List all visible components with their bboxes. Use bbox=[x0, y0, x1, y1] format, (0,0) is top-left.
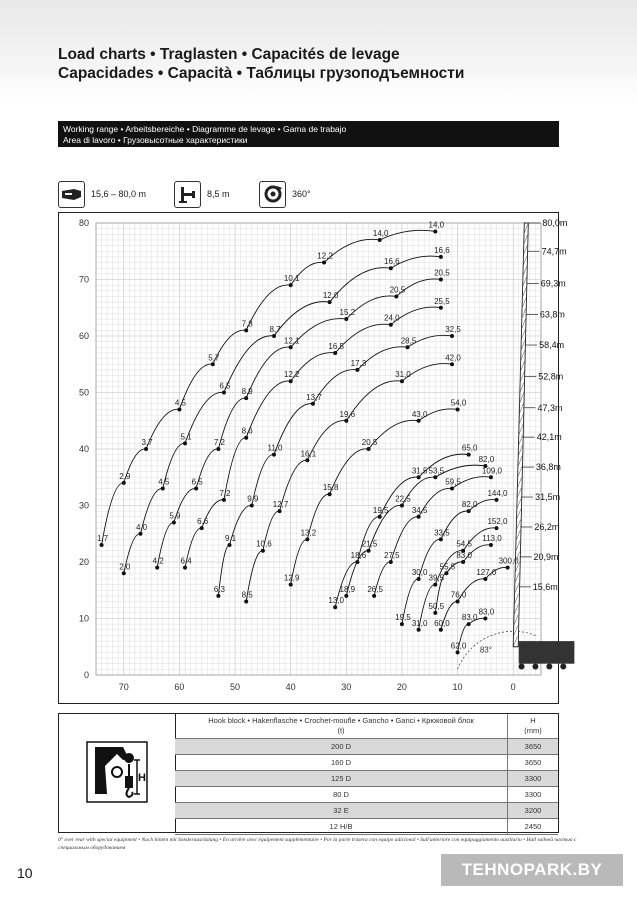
load-label: 12,2 bbox=[317, 251, 333, 261]
table-row bbox=[175, 739, 558, 755]
load-label: 144,0 bbox=[487, 488, 508, 498]
table-header-row bbox=[175, 714, 558, 739]
section-line-2: Area di lavoro • Грузовысотные характеристики bbox=[63, 135, 248, 145]
load-label: 6,6 bbox=[197, 517, 209, 527]
load-point bbox=[228, 543, 232, 547]
header-h-unit: (mm) bbox=[524, 726, 542, 735]
load-label: 82,0 bbox=[461, 500, 478, 510]
row-block: 80 D bbox=[175, 787, 508, 803]
load-label: 83,0 bbox=[461, 613, 478, 623]
load-label: 83,0 bbox=[456, 551, 472, 560]
load-label: 113,0 bbox=[482, 534, 502, 544]
row-h: 3300 bbox=[508, 787, 559, 803]
load-label: 5,7 bbox=[208, 353, 220, 363]
load-point bbox=[378, 515, 382, 519]
load-label: 31,5 bbox=[411, 466, 428, 476]
load-point bbox=[355, 368, 359, 372]
load-label: 6,3 bbox=[213, 584, 225, 594]
load-label: 300,0 bbox=[498, 556, 519, 566]
spec-boom-value: 15,6 – 80,0 m bbox=[91, 189, 147, 199]
svg-text:H: H bbox=[138, 772, 146, 784]
load-label: 16,5 bbox=[328, 341, 344, 351]
boom-length-label: 58,4m bbox=[539, 340, 565, 351]
boom-length-label: 63,8m bbox=[539, 309, 565, 320]
table-row bbox=[175, 819, 558, 835]
boom-length-label: 26,2m bbox=[534, 521, 560, 532]
section-header bbox=[58, 121, 559, 147]
row-h: 3200 bbox=[508, 803, 559, 819]
load-label: 27,5 bbox=[384, 551, 400, 560]
load-label: 19,6 bbox=[339, 409, 356, 419]
load-label: 59,5 bbox=[445, 477, 461, 487]
load-point bbox=[100, 543, 104, 547]
load-label: 21,5 bbox=[361, 539, 378, 549]
load-point bbox=[439, 306, 443, 310]
table-row bbox=[175, 771, 558, 787]
boom-mast bbox=[513, 223, 528, 647]
load-label: 1,7 bbox=[97, 534, 109, 544]
x-tick-label: 10 bbox=[452, 682, 463, 692]
load-point bbox=[200, 526, 204, 530]
load-label: 127,0 bbox=[476, 567, 497, 577]
hook-block-icon-panel bbox=[59, 714, 176, 832]
row-block: 32 E bbox=[175, 803, 508, 819]
load-label: 3,7 bbox=[141, 438, 153, 447]
load-point bbox=[439, 255, 443, 259]
angle-label: 83° bbox=[479, 645, 492, 655]
load-point bbox=[261, 549, 265, 553]
load-point bbox=[278, 509, 282, 513]
load-point bbox=[161, 487, 165, 491]
load-label: 10,1 bbox=[283, 274, 300, 284]
load-point bbox=[272, 453, 276, 457]
load-label: 9,9 bbox=[247, 494, 259, 504]
spec-slew bbox=[259, 180, 311, 208]
boom-length-label: 74,7m bbox=[541, 246, 567, 257]
load-label: 14,0 bbox=[428, 220, 445, 230]
row-h: 3650 bbox=[508, 755, 559, 771]
range-curve bbox=[246, 364, 452, 602]
load-point bbox=[177, 407, 181, 411]
chart-svg bbox=[59, 213, 568, 703]
spec-slew-value: 360° bbox=[292, 189, 311, 199]
y-tick-label: 20 bbox=[78, 557, 89, 567]
load-label: 4,5 bbox=[174, 398, 186, 408]
load-point bbox=[439, 278, 443, 282]
load-label: 4,0 bbox=[135, 522, 148, 532]
spec-boom bbox=[58, 180, 146, 208]
outrigger-base-icon bbox=[174, 181, 201, 208]
load-label: 25,5 bbox=[434, 296, 450, 306]
load-label: 65,0 bbox=[461, 443, 478, 453]
load-point bbox=[489, 475, 493, 479]
load-point bbox=[378, 238, 382, 242]
load-label: 8,5 bbox=[241, 590, 253, 600]
range-curve bbox=[124, 256, 441, 573]
load-point bbox=[456, 600, 460, 604]
load-point bbox=[216, 447, 220, 451]
load-label: 12,1 bbox=[283, 336, 300, 346]
y-tick-label: 30 bbox=[78, 500, 89, 511]
crane-wheel bbox=[560, 664, 566, 670]
load-label: 50,5 bbox=[428, 601, 445, 611]
boom-length-label: 31,5m bbox=[535, 492, 561, 503]
load-point bbox=[417, 419, 421, 423]
load-point bbox=[289, 583, 293, 587]
load-label: 7,2 bbox=[213, 438, 225, 447]
load-point bbox=[417, 577, 421, 581]
boom-length-label: 80,0m bbox=[542, 218, 568, 228]
load-point bbox=[311, 402, 315, 406]
load-label: 2,0 bbox=[119, 562, 131, 572]
load-label: 83,0 bbox=[478, 607, 495, 617]
load-point bbox=[328, 300, 332, 304]
load-label: 76,0 bbox=[450, 590, 467, 600]
load-label: 8,6 bbox=[241, 426, 253, 436]
load-point bbox=[344, 594, 348, 598]
load-label: 60,0 bbox=[434, 618, 450, 628]
load-point bbox=[394, 294, 398, 298]
load-point bbox=[461, 560, 465, 564]
load-point bbox=[289, 345, 293, 349]
load-label: 26,5 bbox=[367, 584, 383, 594]
load-label: 8,9 bbox=[241, 387, 253, 397]
load-label: 15,2 bbox=[339, 308, 356, 318]
load-label: 54,0 bbox=[450, 398, 467, 408]
title-line-1: Load charts • Traglasten • Capacités de levage bbox=[58, 46, 400, 63]
load-label: 6,5 bbox=[191, 477, 203, 487]
load-point bbox=[433, 475, 437, 479]
boom-length-label: 42,1m bbox=[536, 432, 562, 443]
load-point bbox=[444, 571, 448, 575]
header-block-label: Hook block • Hakenflasche • Crochet-moufle • Gancho • Ganci • Крюковой блок bbox=[208, 716, 474, 725]
load-point bbox=[139, 532, 143, 536]
x-tick-label: 20 bbox=[396, 682, 407, 692]
load-point bbox=[344, 419, 348, 423]
telescopic-boom-icon bbox=[58, 181, 85, 208]
hook-block-icon bbox=[59, 714, 175, 832]
header-block-unit: (t) bbox=[337, 726, 345, 735]
load-label: 33,5 bbox=[434, 528, 450, 538]
load-label: 39,5 bbox=[428, 573, 445, 583]
hook-block-table bbox=[58, 713, 559, 833]
load-point bbox=[372, 594, 376, 598]
y-tick-label: 0 bbox=[83, 670, 89, 680]
load-point bbox=[244, 600, 248, 604]
load-point bbox=[333, 351, 337, 355]
load-label: 16,1 bbox=[300, 449, 317, 459]
load-label: 43,0 bbox=[411, 409, 428, 419]
load-label: 42,0 bbox=[445, 353, 461, 363]
load-point bbox=[389, 323, 393, 327]
boom-length-label: 47,3m bbox=[537, 402, 563, 413]
load-label: 2,9 bbox=[119, 471, 131, 481]
load-point bbox=[450, 487, 454, 491]
load-point bbox=[483, 577, 487, 581]
load-label: 54,5 bbox=[456, 539, 472, 549]
load-label: 5,9 bbox=[169, 511, 181, 521]
load-label: 10,6 bbox=[256, 539, 272, 549]
load-label: 31,0 bbox=[395, 370, 411, 380]
load-point bbox=[367, 447, 371, 451]
page-number: 10 bbox=[17, 865, 33, 881]
row-block: 200 D bbox=[175, 739, 508, 755]
page-title bbox=[58, 45, 464, 83]
y-tick-label: 60 bbox=[78, 331, 89, 341]
row-h: 3650 bbox=[508, 739, 559, 755]
load-point bbox=[172, 520, 176, 524]
load-label: 53,5 bbox=[428, 466, 445, 476]
load-point bbox=[322, 261, 326, 265]
load-point bbox=[144, 447, 148, 451]
load-label: 22,5 bbox=[395, 494, 411, 504]
load-label: 13,2 bbox=[300, 528, 317, 538]
load-point bbox=[183, 566, 187, 570]
load-point bbox=[289, 283, 293, 287]
load-label: 20,5 bbox=[361, 438, 378, 447]
load-label: 18,6 bbox=[350, 551, 367, 560]
load-point bbox=[244, 328, 248, 332]
load-point bbox=[483, 617, 487, 621]
load-label: 12,9 bbox=[283, 573, 300, 583]
load-point bbox=[194, 487, 198, 491]
load-label: 11,0 bbox=[267, 443, 283, 453]
load-point bbox=[439, 628, 443, 632]
load-label: 20,5 bbox=[389, 285, 406, 295]
load-point bbox=[417, 515, 421, 519]
slewing-icon bbox=[259, 181, 286, 208]
load-label: 6,5 bbox=[219, 381, 231, 391]
load-point bbox=[495, 498, 499, 502]
load-label: 32,5 bbox=[445, 325, 461, 334]
crane-carrier bbox=[519, 641, 575, 664]
load-point bbox=[433, 611, 437, 615]
load-label: 6,4 bbox=[180, 556, 192, 566]
y-tick-label: 40 bbox=[78, 444, 89, 454]
load-label: 12,0 bbox=[322, 291, 339, 301]
table-row bbox=[175, 803, 558, 819]
load-label: 13,7 bbox=[306, 392, 322, 402]
load-label: 28,5 bbox=[400, 336, 417, 346]
load-point bbox=[406, 345, 410, 349]
boom-length-label: 69,3m bbox=[540, 278, 566, 289]
boom-length-label: 36,8m bbox=[535, 462, 561, 473]
load-label: 16,6 bbox=[384, 257, 400, 267]
load-point bbox=[495, 526, 499, 530]
row-h: 3300 bbox=[508, 771, 559, 787]
load-point bbox=[450, 334, 454, 338]
load-point bbox=[439, 537, 443, 541]
y-tick-label: 80 bbox=[78, 218, 89, 228]
load-point bbox=[211, 362, 215, 366]
load-point bbox=[506, 566, 510, 570]
load-point bbox=[400, 379, 404, 383]
table-row bbox=[175, 755, 558, 771]
load-point bbox=[328, 492, 332, 496]
section-line-1: Working range • Arbeitsbereiche • Diagramme de levage • Gama de trabajo bbox=[63, 124, 347, 134]
load-point bbox=[122, 481, 126, 485]
crane-wheel bbox=[519, 664, 525, 670]
load-point bbox=[344, 317, 348, 321]
load-point bbox=[244, 396, 248, 400]
spec-height bbox=[174, 180, 230, 208]
load-point bbox=[389, 560, 393, 564]
load-point bbox=[456, 650, 460, 654]
row-block: 12 H/B bbox=[175, 819, 508, 835]
table-header-h bbox=[508, 714, 559, 739]
load-label: 9,1 bbox=[224, 534, 237, 544]
load-point bbox=[467, 509, 471, 513]
load-label: 19,5 bbox=[372, 505, 389, 515]
y-tick-label: 10 bbox=[78, 613, 89, 624]
load-point bbox=[417, 628, 421, 632]
load-point bbox=[400, 504, 404, 508]
load-label: 15,8 bbox=[322, 483, 339, 493]
load-point bbox=[216, 594, 220, 598]
load-point bbox=[222, 391, 226, 395]
load-label: 7,2 bbox=[219, 488, 231, 498]
load-label: 12,7 bbox=[272, 500, 289, 510]
load-label: 5,1 bbox=[180, 432, 192, 442]
table-row bbox=[175, 787, 558, 803]
load-label: 4,5 bbox=[158, 477, 170, 487]
title-line-2: Capacidades • Capacità • Таблицы грузоподъемности bbox=[58, 65, 465, 82]
watermark: TEHNOPARK.BY bbox=[441, 854, 623, 886]
load-point bbox=[305, 537, 309, 541]
load-point bbox=[489, 543, 493, 547]
load-label: 34,5 bbox=[411, 505, 428, 515]
load-label: 17,3 bbox=[350, 358, 367, 368]
load-point bbox=[433, 229, 437, 233]
x-tick-label: 70 bbox=[118, 682, 129, 692]
load-point bbox=[433, 583, 437, 587]
load-label: 13,0 bbox=[328, 596, 344, 606]
x-tick-label: 30 bbox=[341, 682, 352, 692]
load-label: 24,0 bbox=[384, 313, 400, 323]
row-h: 2450 bbox=[508, 819, 559, 835]
load-label: 12,2 bbox=[283, 370, 300, 380]
y-tick-label: 50 bbox=[78, 387, 89, 398]
working-range-chart bbox=[58, 212, 568, 704]
load-label: 8,7 bbox=[269, 325, 281, 334]
load-point bbox=[400, 622, 404, 626]
load-label: 109,0 bbox=[481, 466, 502, 476]
load-point bbox=[155, 566, 159, 570]
spec-height-value: 8,5 m bbox=[207, 189, 230, 199]
load-label: 18,9 bbox=[339, 584, 356, 594]
load-label: 7,8 bbox=[241, 319, 253, 329]
load-label: 19,5 bbox=[395, 613, 411, 623]
load-label: 31,0 bbox=[411, 618, 428, 628]
x-tick-label: 60 bbox=[174, 682, 185, 692]
load-point bbox=[272, 334, 276, 338]
load-label: 20,5 bbox=[434, 268, 450, 278]
header-h-label: H bbox=[530, 716, 536, 725]
load-label: 55,5 bbox=[439, 562, 456, 572]
y-tick-label: 70 bbox=[78, 274, 89, 285]
crane-wheel bbox=[546, 664, 552, 670]
load-point bbox=[367, 549, 371, 553]
x-tick-label: 50 bbox=[230, 682, 241, 692]
load-label: 82,0 bbox=[478, 454, 495, 464]
load-point bbox=[389, 266, 393, 270]
load-point bbox=[222, 498, 226, 502]
load-label: 30,0 bbox=[411, 567, 428, 577]
load-point bbox=[333, 605, 337, 609]
boom-length-label: 52,8m bbox=[538, 371, 564, 382]
load-point bbox=[250, 504, 254, 508]
crane-wheel bbox=[532, 664, 538, 670]
x-tick-label: 40 bbox=[285, 682, 296, 692]
boom-length-label: 15,6m bbox=[532, 581, 558, 592]
load-label: 14,0 bbox=[372, 228, 389, 238]
hook-table bbox=[175, 714, 558, 835]
load-point bbox=[289, 379, 293, 383]
load-point bbox=[456, 407, 460, 411]
load-point bbox=[183, 441, 187, 445]
load-label: 16,6 bbox=[434, 245, 450, 255]
row-block: 160 D bbox=[175, 755, 508, 771]
row-block: 125 D bbox=[175, 771, 508, 787]
load-label: 152,0 bbox=[487, 517, 508, 527]
footnote: 0° over rear with special equipment • Nach hinten mit Sonderausrüstung • En arrière avec équipement supplémentaire • Por la parte trasera con equipo adicional • Sull'anteriore con equipaggiamento ausiliario • Над задней частью с специальным оборудованием bbox=[58, 837, 577, 851]
load-point bbox=[450, 362, 454, 366]
load-label: 4,2 bbox=[152, 556, 164, 566]
load-point bbox=[417, 475, 421, 479]
x-tick-label: 0 bbox=[510, 682, 516, 692]
load-point bbox=[467, 622, 471, 626]
boom-length-label: 20,9m bbox=[533, 551, 559, 562]
table-header-block bbox=[175, 714, 508, 739]
load-point bbox=[305, 458, 309, 462]
load-point bbox=[467, 453, 471, 457]
load-point bbox=[122, 571, 126, 575]
load-point bbox=[244, 436, 248, 440]
load-label: 62,0 bbox=[450, 641, 467, 651]
